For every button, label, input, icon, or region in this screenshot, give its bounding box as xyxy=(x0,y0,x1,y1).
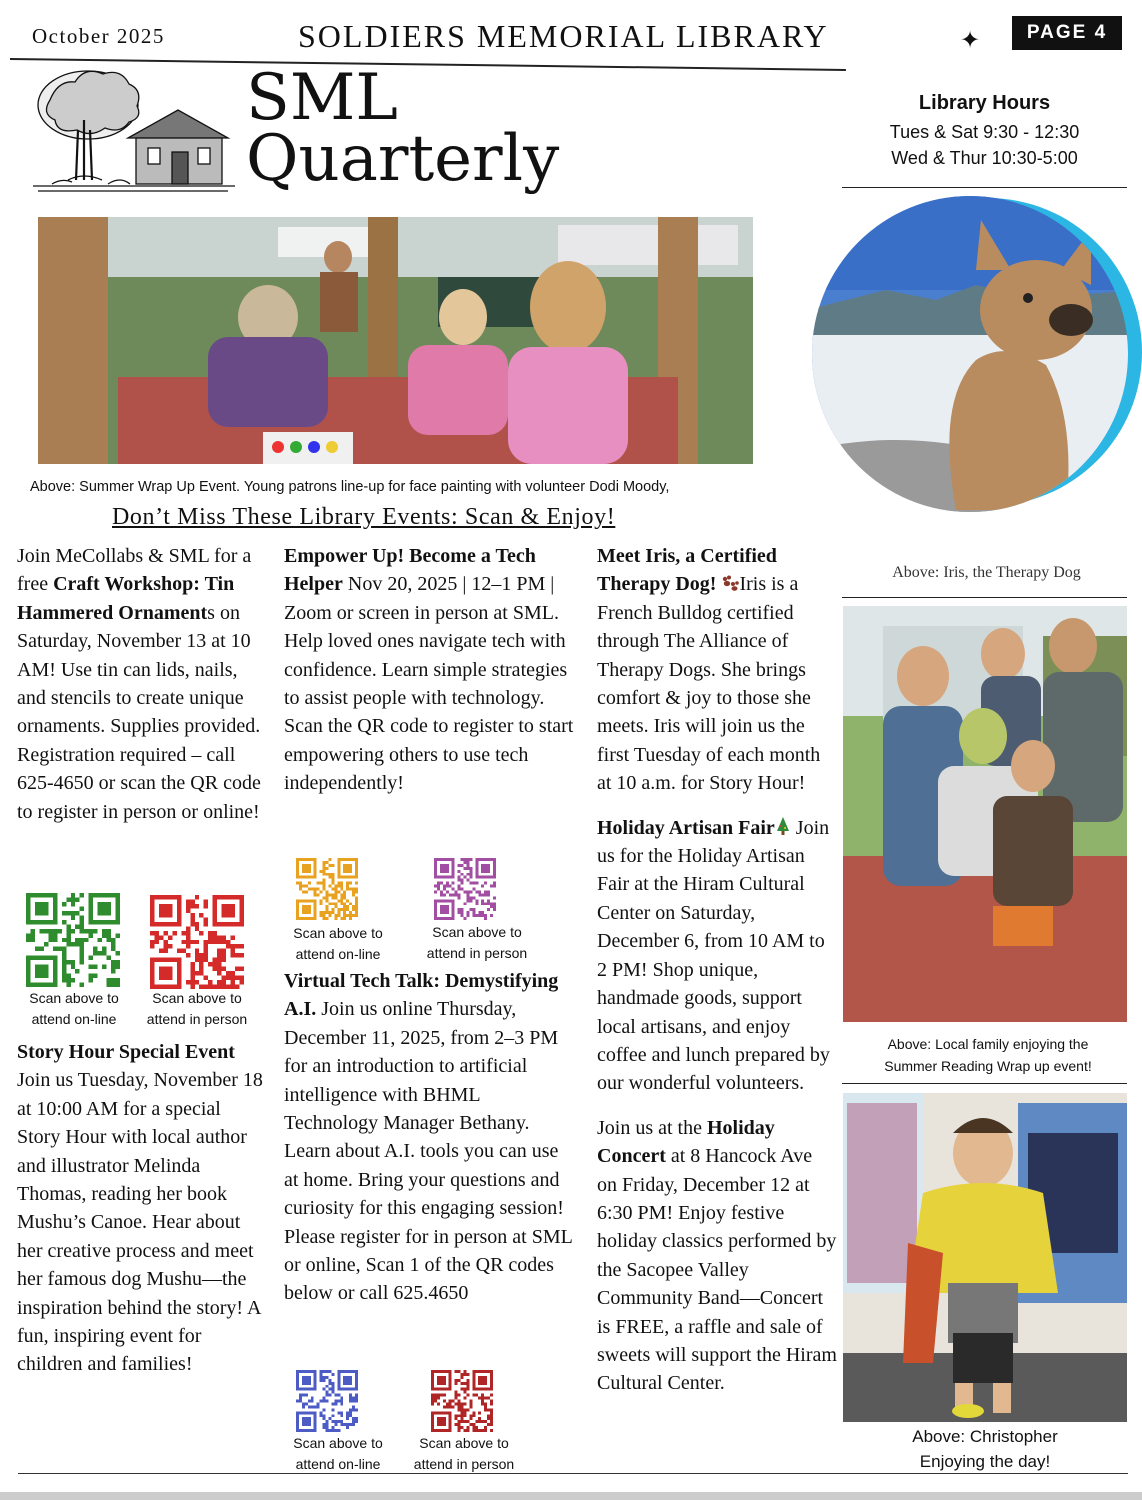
main-photo-caption: Above: Summer Wrap Up Event. Young patrons line-up for face painting with volunteer Dodi Moody, xyxy=(30,479,670,495)
dog-photo-caption: Above: Iris, the Therapy Dog xyxy=(892,564,1081,581)
qr-caption-empower-online xyxy=(280,923,396,964)
hours-line-1: Tues & Sat 9:30 - 12:30 xyxy=(889,122,1080,142)
hours-title: Library Hours xyxy=(918,92,1051,114)
qr-code-techtalk-online[interactable] xyxy=(296,1370,358,1432)
artisan-fair-article xyxy=(597,814,837,1098)
qr-caption-line-1: Scan above to xyxy=(293,1435,383,1451)
family-caption-line-2: Summer Reading Wrap up event! xyxy=(884,1058,1092,1074)
page-number-badge: PAGE 4 xyxy=(1012,16,1122,50)
title-line-2: Quarterly xyxy=(246,122,560,196)
family-caption-rule xyxy=(842,1083,1127,1084)
qr-caption-craft-in-person xyxy=(138,988,256,1029)
fair-body: Join us for the Holiday Artisan Fair at the Hiram Cultural Center on Saturday, December 6, from 10 AM to 2 PM! Shop unique, handmade goods, support local artisans, and enjoy coffee and lunch prepared by our wonderful volunteers. xyxy=(597,816,830,1095)
techtalk-body: Join us online Thursday, December 11, 2025, from 2–3 PM for an introduction to artificial intelligence with BHML Technology Manager Bethany. Learn about A.I. tools you can use at home. Bring your questions and curiosity for this engaging session! Please register for in person at SML or online, Scan 1 of the QR codes below or call 625.4650 xyxy=(284,998,573,1305)
hours-rule xyxy=(842,187,1127,188)
masthead: SOLDIERS MEMORIAL LIBRARY xyxy=(298,18,829,54)
qr-caption-craft-online xyxy=(14,988,134,1029)
techtalk-title: Virtual Tech Talk: Demystifying A.I. xyxy=(284,970,559,1021)
qr-caption-line-2: attend in person xyxy=(146,1010,248,1027)
qr-caption-line-2: attend in person xyxy=(413,1455,515,1472)
qr-code-empower-online[interactable] xyxy=(296,858,358,920)
concert-body: at 8 Hancock Ave on Friday, December 12 at 6:30 PM! Enjoy festive holiday classics performed by the Sacopee Valley Community Band—Concert is FREE, a raffle and sale of sweets will support the Hiram Cultural Center. xyxy=(597,1145,837,1395)
concert-title: Holiday Concert xyxy=(597,1116,775,1168)
qr-code-craft-in-person[interactable] xyxy=(149,895,245,989)
events-heading: Don’t Miss These Library Events: Scan & Enjoy! xyxy=(112,504,616,530)
issue-date: October 2025 xyxy=(32,24,165,48)
iris-article xyxy=(597,542,837,798)
qr-caption-line-1: Scan above to xyxy=(432,924,522,940)
therapy-dog-photo xyxy=(806,190,1142,514)
sparkle-icon: ✦ xyxy=(960,28,981,54)
qr-code-empower-in-person[interactable] xyxy=(434,858,496,920)
library-hours xyxy=(842,92,1127,171)
family-photo xyxy=(843,606,1127,1022)
library-logo-illustration xyxy=(28,60,240,196)
paw-prints-icon xyxy=(721,575,739,591)
qr-caption-line-1: Scan above to xyxy=(152,990,242,1006)
qr-caption-line-2: attend on-line xyxy=(31,1010,117,1027)
qr-caption-line-2: attend in person xyxy=(426,944,528,961)
empower-up-article xyxy=(284,542,574,798)
qr-code-techtalk-in-person[interactable] xyxy=(431,1370,493,1432)
qr-caption-line-2: attend on-line xyxy=(295,1455,381,1472)
family-caption-line-1: Above: Local family enjoying the xyxy=(887,1036,1089,1052)
child-photo-caption xyxy=(843,1424,1127,1474)
qr-caption-techtalk-in-person xyxy=(404,1433,524,1474)
iris-title: Meet Iris, a Certified Therapy Dog! xyxy=(597,545,777,596)
qr-caption-empower-in-person xyxy=(416,922,538,963)
tech-talk-article xyxy=(284,967,574,1308)
empower-date: Nov 20, 2025 | 12–1 PM | Zoom or screen in person at SML. xyxy=(284,573,559,624)
craft-title: Craft Workshop: Tin Hammered Ornament xyxy=(17,573,235,624)
face-painting-photo xyxy=(38,217,753,464)
child-caption-line-2: Enjoying the day! xyxy=(919,1452,1051,1471)
concert-intro: Join us at the xyxy=(597,1116,707,1139)
holiday-concert-article xyxy=(597,1114,837,1398)
christopher-photo xyxy=(843,1093,1127,1422)
qr-caption-line-1: Scan above to xyxy=(419,1435,509,1451)
iris-body: Iris is a French Bulldog certified through The Alliance of Therapy Dogs. She brings comfort & joy to those she meets. Iris will join us the first Tuesday of each month at 10 a.m. for Story Hour! xyxy=(597,573,821,795)
qr-caption-line-1: Scan above to xyxy=(29,990,119,1006)
dog-caption-rule xyxy=(842,597,1127,598)
empower-body: Help loved ones navigate tech with confidence. Learn simple strategies to assist people with technology. Scan the QR code to register to start empowering others to use tech independently! xyxy=(284,630,574,795)
bottom-rule xyxy=(18,1473,1128,1474)
craft-body: on Saturday, November 13 at 10 AM! Use tin can lids, nails, and stencils to create unique ornaments. Supplies provided. Registration required – call 625-4650 or scan the QR code to register in person or online! xyxy=(17,601,261,823)
qr-caption-techtalk-online xyxy=(280,1433,396,1474)
story-title: Story Hour Special Event xyxy=(17,1041,235,1063)
craft-workshop-article xyxy=(17,542,267,826)
story-hour-article xyxy=(17,1038,267,1379)
title-line-1: SML xyxy=(246,61,398,135)
publication-title xyxy=(246,61,560,196)
craft-intro: Join MeCollabs & SML for a free xyxy=(17,545,252,596)
family-photo-caption xyxy=(843,1033,1133,1077)
qr-caption-line-2: attend on-line xyxy=(295,945,381,962)
qr-code-craft-online[interactable] xyxy=(25,893,121,987)
story-body: Join us Tuesday, November 18 at 10:00 AM for a special Story Hour with local author and illustrator Melinda Thomas, reading her book Mushu’s Canoe. Hear about her creative process and meet her famous dog Mushu—the inspiration behind the story! A fun, inspiring event for children and families! xyxy=(17,1069,263,1376)
craft-title-suffix: s xyxy=(207,601,215,624)
column-three xyxy=(597,542,837,1398)
hours-line-2: Wed & Thur 10:30-5:00 xyxy=(891,148,1078,168)
empower-title: Empower Up! Become a Tech Helper xyxy=(284,545,536,596)
christmas-tree-icon xyxy=(775,816,791,836)
fair-title: Holiday Artisan Fair xyxy=(597,816,775,839)
page-bottom-edge xyxy=(0,1492,1142,1500)
qr-caption-line-1: Scan above to xyxy=(293,925,383,941)
child-caption-line-1: Above: Christopher xyxy=(912,1427,1058,1446)
